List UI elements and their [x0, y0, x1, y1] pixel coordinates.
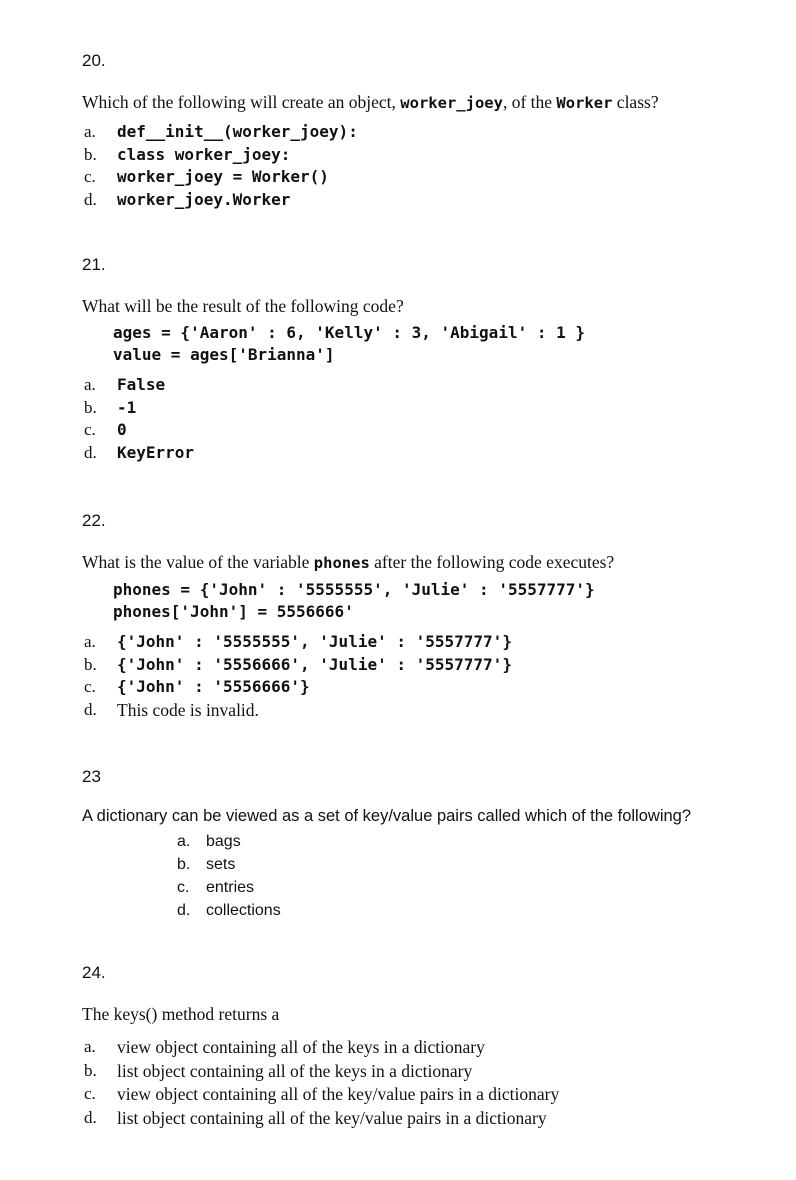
question-number: 23 [82, 767, 101, 786]
option-letter: c. [177, 879, 190, 896]
question-20 [82, 50, 756, 211]
option-text: {'John' : '5556666'} [117, 677, 310, 696]
option-a[interactable] [82, 631, 756, 654]
option-text: sets [206, 856, 236, 873]
option-letter: b. [177, 856, 191, 873]
option-a[interactable] [82, 121, 756, 144]
option-letter: c. [84, 420, 96, 439]
option-text: view object containing all of the keys in a dictionary [117, 1037, 485, 1057]
stem-code: worker_joey [400, 94, 503, 112]
option-letter: d. [84, 189, 97, 209]
option-a[interactable] [175, 830, 756, 853]
option-text: worker_joey = Worker() [117, 167, 329, 186]
code-line: ages = {'Aaron' : 6, 'Kelly' : 3, 'Abigail' : 1 } [113, 323, 586, 342]
option-letter: a. [84, 632, 96, 651]
answer-options [82, 631, 756, 722]
question-number: 22. [82, 511, 106, 530]
option-c[interactable] [82, 419, 756, 442]
answer-options [82, 374, 756, 464]
question-24 [82, 962, 756, 1130]
code-block [113, 579, 756, 623]
code-line: phones = {'John' : '5555555', 'Julie' : '5557777'} [113, 580, 595, 599]
option-b[interactable] [82, 654, 756, 677]
option-text: worker_joey.Worker [117, 189, 291, 209]
option-letter: c. [84, 677, 96, 696]
question-stem [82, 90, 756, 115]
option-d[interactable] [82, 1107, 756, 1131]
option-letter: d. [84, 699, 97, 719]
stem-text: , of the [502, 92, 557, 112]
stem-text: What is the value of the variable [82, 552, 314, 572]
question-number: 20. [82, 51, 106, 70]
option-text: list object containing all of the keys in a dictionary [117, 1060, 473, 1081]
option-letter: b. [84, 397, 97, 417]
question-stem: What will be the result of the following code? [82, 296, 404, 316]
option-b[interactable] [175, 853, 756, 876]
question-23 [82, 766, 756, 922]
option-letter: d. [84, 1107, 97, 1127]
option-c[interactable] [82, 676, 756, 699]
option-text: view object containing all of the key/value pairs in a dictionary [117, 1084, 560, 1104]
option-letter: a. [177, 833, 191, 850]
option-letter: d. [84, 442, 97, 462]
option-text: list object containing all of the key/value pairs in a dictionary [117, 1107, 547, 1128]
option-letter: a. [84, 1037, 96, 1056]
option-text: collections [206, 902, 281, 919]
option-text: class worker_joey: [117, 144, 291, 164]
question-stem: A dictionary can be viewed as a set of key/value pairs called which of the following? [82, 807, 692, 825]
option-c[interactable] [175, 876, 756, 899]
code-line: phones['John'] = 5556666' [113, 602, 354, 621]
answer-options [175, 830, 756, 922]
option-text: def__init__(worker_joey): [117, 122, 358, 141]
option-letter: a. [84, 375, 96, 394]
stem-code: Worker [556, 94, 613, 112]
stem-text: after the following code executes? [369, 552, 615, 572]
option-letter: b. [84, 1060, 97, 1080]
option-c[interactable] [82, 1083, 756, 1107]
code-line: value = ages['Brianna'] [113, 345, 335, 364]
option-letter: a. [84, 122, 96, 141]
option-d[interactable] [82, 189, 756, 212]
option-text: {'John' : '5556666', 'Julie' : '5557777'} [117, 654, 512, 674]
option-b[interactable] [82, 397, 756, 420]
stem-text: class? [612, 92, 659, 112]
option-letter: c. [84, 1084, 96, 1103]
option-letter: b. [84, 654, 97, 674]
option-d[interactable] [82, 699, 756, 723]
option-letter: d. [177, 902, 191, 919]
option-d[interactable] [82, 442, 756, 465]
option-text: 0 [117, 420, 127, 439]
option-b[interactable] [82, 1060, 756, 1084]
question-22 [82, 510, 756, 722]
option-text: KeyError [117, 442, 195, 462]
option-letter: c. [84, 167, 96, 186]
option-text: bags [206, 833, 241, 850]
stem-code: phones [313, 554, 370, 572]
option-a[interactable] [82, 1036, 756, 1060]
option-letter: b. [84, 144, 97, 164]
answer-options [82, 121, 756, 211]
option-text: -1 [117, 397, 137, 417]
question-21 [82, 254, 756, 464]
question-number: 21. [82, 255, 106, 274]
option-c[interactable] [82, 166, 756, 189]
option-b[interactable] [82, 144, 756, 167]
code-block [113, 322, 756, 366]
option-text: {'John' : '5555555', 'Julie' : '5557777'} [117, 632, 512, 651]
question-number: 24. [82, 963, 106, 982]
option-text: False [117, 375, 166, 394]
option-text: entries [206, 879, 255, 896]
question-stem: The keys() method returns a [82, 1004, 280, 1024]
stem-text: Which of the following will create an object, [82, 92, 401, 112]
question-stem [82, 550, 756, 575]
option-text: This code is invalid. [117, 699, 259, 720]
option-d[interactable] [175, 899, 756, 922]
answer-options [82, 1036, 756, 1130]
option-a[interactable] [82, 374, 756, 397]
